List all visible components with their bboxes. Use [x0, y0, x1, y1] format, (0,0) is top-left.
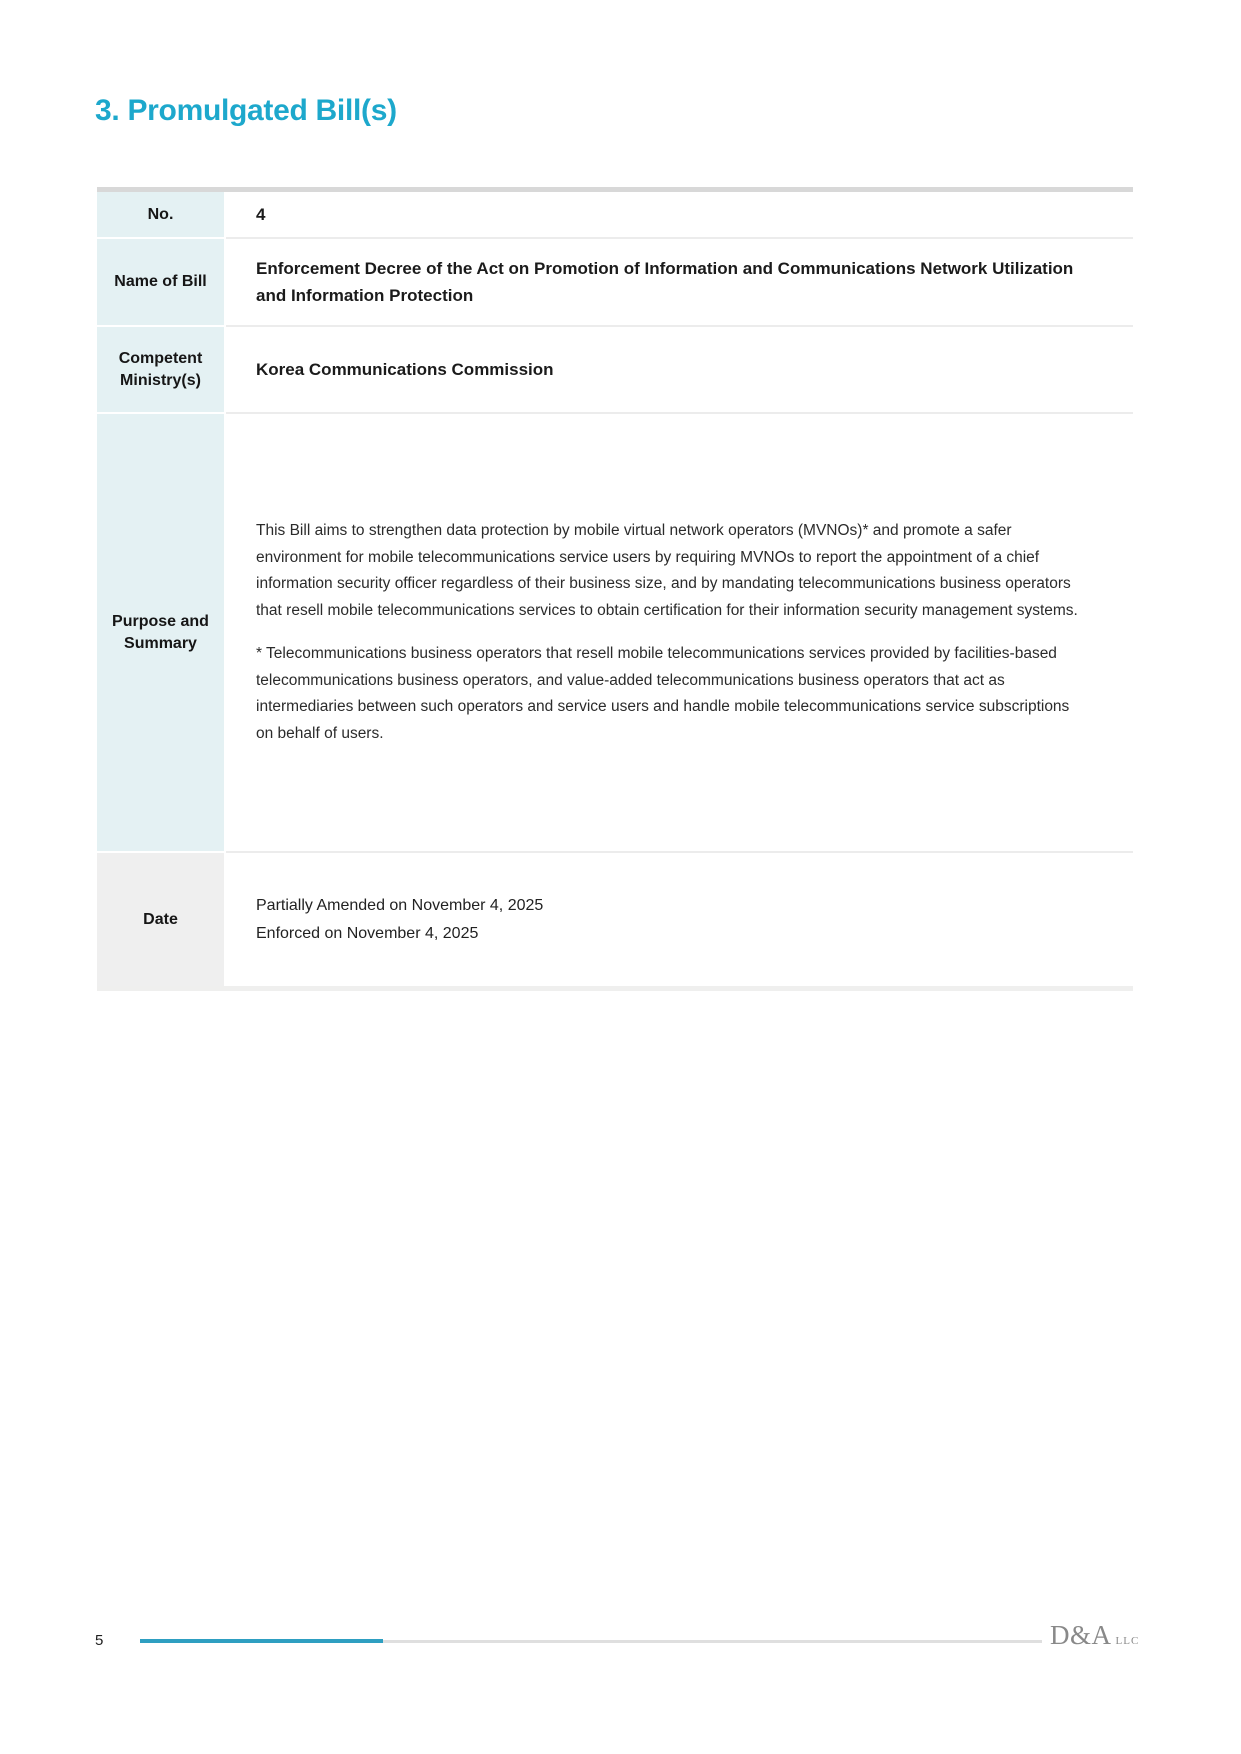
row-content-date [226, 853, 1133, 986]
ministry-name: Korea Communications Commission [256, 360, 554, 379]
bill-name: Enforcement Decree of the Act on Promotion of Information and Communications Network Utilization and Information Protection [256, 259, 1074, 305]
row-content-name-of-bill [226, 239, 1133, 327]
date-amended-line: Partially Amended on November 4, 2025 [256, 896, 544, 914]
footer-divider-teal-segment [140, 1639, 383, 1643]
promulgated-bill-table [97, 187, 1133, 991]
bill-number: 4 [256, 205, 266, 224]
table-row-date [97, 853, 1133, 986]
row-label-name-of-bill: Name of Bill [97, 239, 226, 327]
table-row-name-of-bill [97, 239, 1133, 327]
purpose-paragraph-1: This Bill aims to strengthen data protection by mobile virtual network operators (MVNOs)* and promote a safer environment for mobile telecommunications service users by requiring MVNOs to report the appointment of a chief information security officer regardless of their business size, and by mandating telecommunications business operators that resell mobile telecommunications services to obtain certification for their information security management systems. [256, 522, 1078, 619]
row-label-purpose-summary: Purpose and Summary [97, 414, 226, 853]
footer-divider-line [140, 1639, 1042, 1643]
company-logo [1050, 1620, 1139, 1651]
row-label-date: Date [97, 853, 226, 986]
top-gradient-bar [0, 0, 1241, 13]
row-label-competent-ministry: Competent Ministry(s) [97, 327, 226, 414]
purpose-paragraph-2: * Telecommunications business operators that resell mobile telecommunications services provided by facilities-based telecommunications business operators, and value-added telecommunications business operators that act as intermediaries between such operators and service users and handle mobile telecommunications service subscriptions on behalf of users. [256, 645, 1070, 742]
date-enforced-line: Enforced on November 4, 2025 [256, 924, 479, 942]
table-row-competent-ministry [97, 327, 1133, 414]
table-row-purpose-summary [97, 414, 1133, 853]
row-content-competent-ministry [226, 327, 1133, 414]
row-content-purpose-summary [226, 414, 1133, 853]
footer-divider-gray-segment [383, 1640, 1042, 1643]
company-logo-suffix: LLC [1115, 1635, 1140, 1647]
row-content-no [226, 192, 1133, 239]
company-logo-text: D&A [1050, 1620, 1112, 1650]
page-number: 5 [95, 1632, 104, 1649]
row-label-no: No. [97, 192, 226, 239]
table-row-no [97, 192, 1133, 239]
page-title: 3. Promulgated Bill(s) [95, 94, 397, 127]
